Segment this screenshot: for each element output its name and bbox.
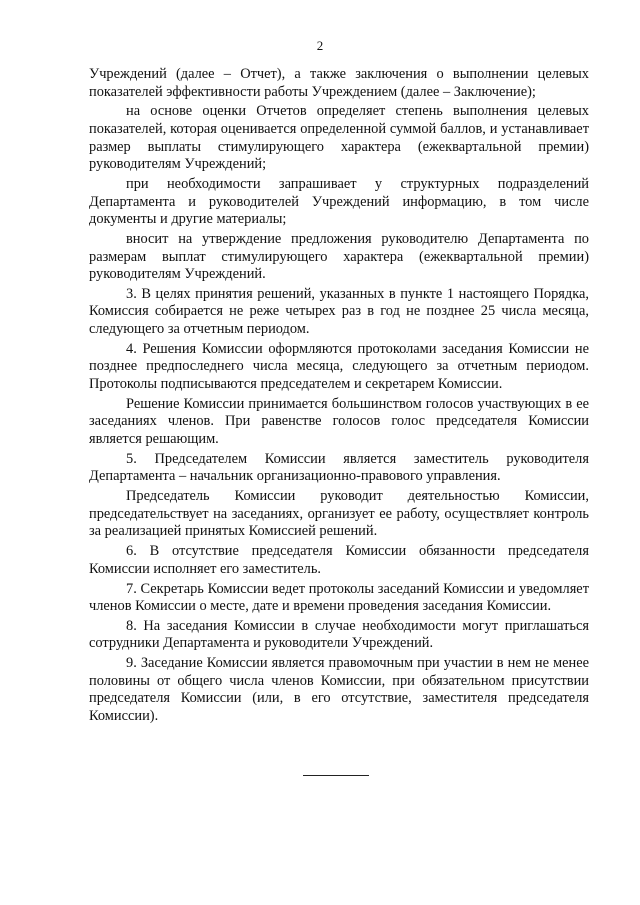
paragraph-item-8: 8. На заседания Комиссии в случае необходимости могут приглашаться сотрудники Департамента и руководители Учреждений.	[89, 617, 589, 652]
paragraph-decision-voting: Решение Комиссии принимается большинством голосов участвующих в ее заседаниях членов. При равенстве голосов голос председателя Комиссии является решающим.	[89, 395, 589, 447]
paragraph-evaluation: на основе оценки Отчетов определяет степень выполнения целевых показателей, которая оценивается определенной суммой баллов, и устанавливает размер выплаты стимулирующего характера (ежеквартальной премии) руководителям Учреждений;	[89, 103, 589, 173]
paragraph-item-3: 3. В целях принятия решений, указанных в пункте 1 настоящего Порядка, Комиссия собирается не реже четырех раз в год не позднее 25 числа месяца, следующего за отчетным периодом.	[89, 285, 589, 338]
page-number: 2	[316, 38, 324, 53]
paragraph-proposals: вносит на утверждение предложения руководителю Департамента по размерам выплат стимулирующего характера (ежеквартальной премии) руководителям Учреждений.	[89, 230, 589, 283]
paragraph-item-4: 4. Решения Комиссии оформляются протоколами заседания Комиссии не позднее предпоследнего числа месяца, следующего за отчетным периодом. Протоколы подписываются председателем и секретарем Комиссии.	[89, 340, 589, 393]
paragraph-item-6: 6. В отсутствие председателя Комиссии обязанности председателя Комиссии исполняет его заместитель.	[89, 543, 589, 577]
document-body	[89, 66, 589, 726]
paragraph-item-9: 9. Заседание Комиссии является правомочным при участии в нем не менее половины от общего числа членов Комиссии, при обязательном присутствии председателя Комиссии (или, в его отсутствие, заместителя председателя Комиссии).	[89, 655, 589, 725]
paragraph-request-info: при необходимости запрашивает у структурных подразделений Департамента и руководителей Учреждений информацию, в том числе документы и другие материалы;	[89, 175, 589, 228]
paragraph-item-7: 7. Секретарь Комиссии ведет протоколы заседаний Комиссии и уведомляет членов Комиссии о месте, дате и времени проведения заседания Комиссии.	[89, 580, 589, 615]
paragraph-item-5: 5. Председателем Комиссии является заместитель руководителя Департамента – начальник организационно-правового управления.	[89, 450, 589, 485]
paragraph-chairman-duties: Председатель Комиссии руководит деятельностью Комиссии, председательствует на заседаниях, организует ее работу, осуществляет контроль за реализацией принятых Комиссией решений.	[89, 488, 589, 540]
paragraph-continuation: Учреждений (далее – Отчет), а также заключения о выполнении целевых показателей эффективности работы Учреждением (далее – Заключение);	[89, 66, 589, 100]
end-divider-line	[303, 775, 369, 776]
